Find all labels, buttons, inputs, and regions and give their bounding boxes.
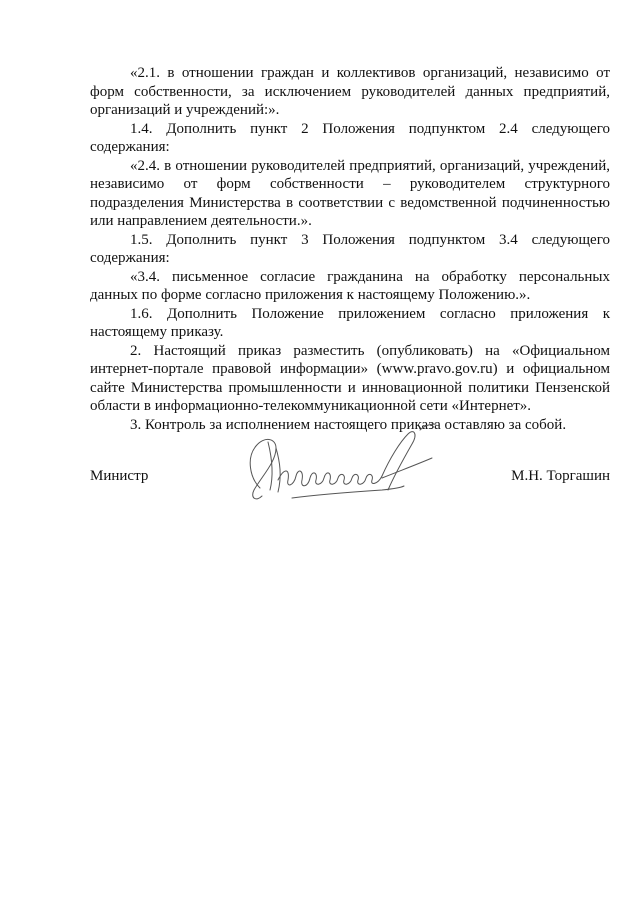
paragraph-2-4: «2.4. в отношении руководителей предприятий, организаций, учреждений, независимо от форм собственности – руководителем структурного подразделения Министерства в соответствии с ведомственной подчиненностью или направлением деятельности.». xyxy=(90,157,610,229)
paragraph-2-1: «2.1. в отношении граждан и коллективов организаций, независимо от форм собственности, за исключением руководителей данных предприятий, организаций и учреждений:». xyxy=(90,65,610,118)
paragraph-1-5: 1.5. Дополнить пункт 3 Положения подпунктом 3.4 следующего содержания: xyxy=(90,231,610,266)
paragraph-1-6: 1.6. Дополнить Положение приложением согласно приложения к настоящему приказу. xyxy=(90,305,610,340)
document-body xyxy=(90,64,610,434)
paragraph-3: 3. Контроль за исполнением настоящего приказа оставляю за собой. xyxy=(130,416,567,433)
paragraph-1-4: 1.4. Дополнить пункт 2 Положения подпунктом 2.4 следующего содержания: xyxy=(90,120,610,155)
paragraph-2: 2. Настоящий приказ разместить (опубликовать) на «Официальном интернет-портале правовой информации» (www.pravo.gov.ru) и официальном сайте Министерства промышленности и инновационной политики Пензенской области в информационно-телекоммуникационной сети «Интернет». xyxy=(90,342,610,414)
signature-block xyxy=(90,467,610,507)
signer-role: Министр xyxy=(90,468,149,484)
paragraph-3-4: «3.4. письменное согласие гражданина на обработку персональных данных по форме согласно приложения к настоящему Положению.». xyxy=(90,268,610,303)
signer-name: М.Н. Торгашин xyxy=(511,468,610,484)
